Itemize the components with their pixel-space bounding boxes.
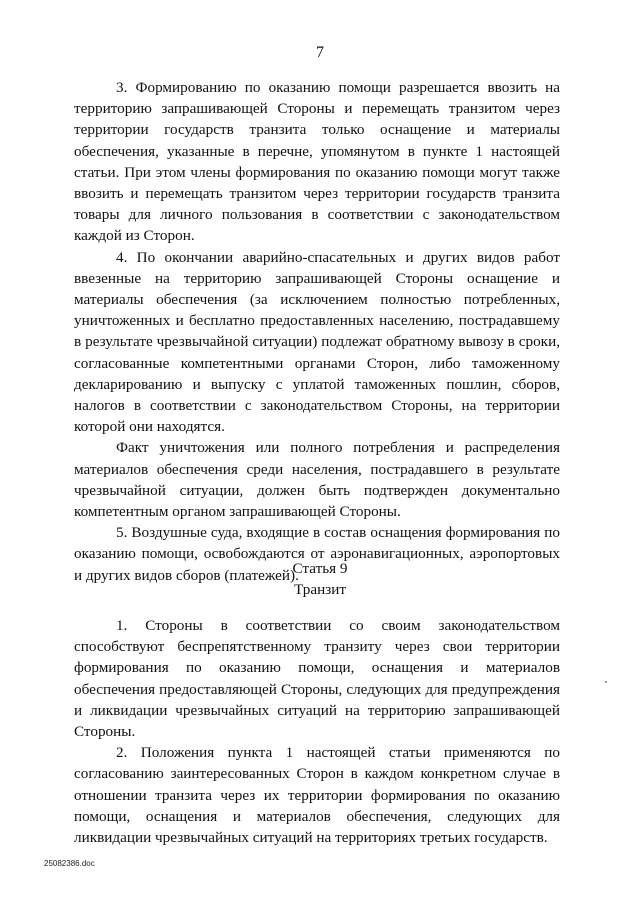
article-number: Статья 9 bbox=[292, 560, 348, 577]
article-title: Транзит bbox=[294, 581, 346, 598]
paragraph-3: 3. Формированию по оказанию помощи разрешается ввозить на территорию запрашивающей Стороны и перемещать транзитом через территории государств транзита только оснащение и материалы обеспечения, указанные в перечне, упомянутом в пункте 1 настоящей статьи. При этом члены формирования по оказанию помощи могут также ввозить и перемещать транзитом через территории государств транзита товары для личного пользования в соответствии с законодательством каждой из Сторон. bbox=[74, 79, 560, 245]
article-8-continuation bbox=[74, 77, 560, 586]
paragraph-4-note: Факт уничтожения или полного потребления и распределения материалов обеспечения среди населения, пострадавшего в результате чрезвычайной ситуации, должен быть подтвержден документально компетентным органом запрашивающей Стороны. bbox=[74, 439, 560, 521]
paragraph-5: 5. Воздушные суда, входящие в состав оснащения формирования по оказанию помощи, освобождаются от аэронавигационных, аэропортовых и других видов сборов (платежей). bbox=[74, 524, 560, 584]
article-9-paragraph-2: 2. Положения пункта 1 настоящей статьи применяются по согласованию заинтересованных Сторон в каждом конкретном случае в отношении транзита через их территории формирования по оказанию помощи, оснащения и материалов обеспечения, следующих для ликвидации чрезвычайных ситуаций на территориях третьих государств. bbox=[74, 744, 560, 847]
page-number: 7 bbox=[316, 44, 324, 61]
paragraph-4: 4. По окончании аварийно-спасательных и других видов работ ввезенные на территорию запрашивающей Стороны оснащение и материалы обеспечения (за исключением полностью потребленных, уничтоженных и бесплатно предоставленных населению, пострадавшему в результате чрезвычайной ситуации) подлежат обратному вывозу в сроки, согласованные компетентными органами Сторон, либо таможенному декларированию и выпуску с уплатой таможенных пошлин, сборов, налогов в соответствии с законодательством Стороны, на территории которой они находятся. bbox=[74, 248, 560, 436]
margin-mark bbox=[605, 681, 607, 683]
footer-document-name: 25082386.doc bbox=[44, 859, 95, 868]
article-9-paragraph-1: 1. Стороны в соответствии со своим законодательством способствуют беспрепятственному транзиту через свои территории формирования по оказанию помощи, оснащения и материалов обеспечения предоставляющей Стороны, следующих для предупреждения и ликвидации чрезвычайных ситуаций на территорию запрашивающей Стороны. bbox=[74, 617, 560, 741]
article-9-body bbox=[74, 615, 560, 848]
